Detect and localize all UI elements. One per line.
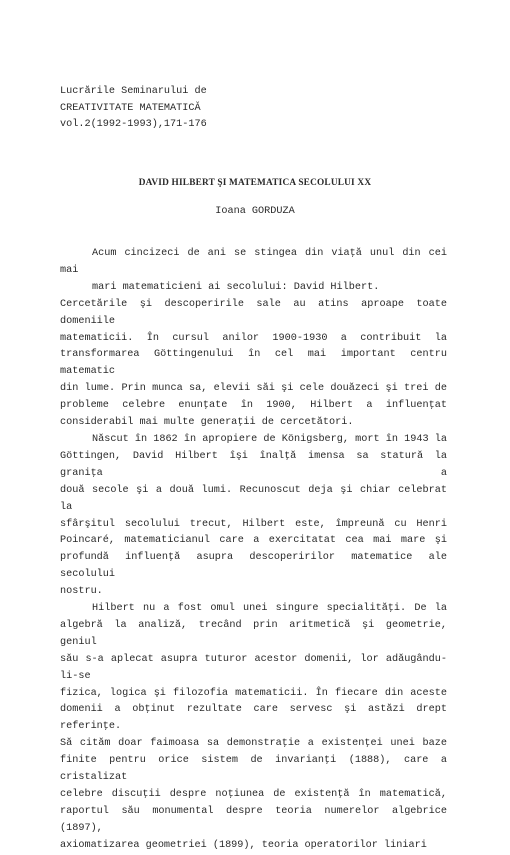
text-line: domenii a obţinut rezultate care servesc şi astăzi drept referinţe. bbox=[60, 704, 447, 733]
journal-name-line: Lucrările Seminarului de bbox=[60, 86, 207, 97]
paragraph-3-cont bbox=[60, 449, 447, 601]
text-line: sfârşitul secolului trecut, Hilbert este, împreună cu Henri bbox=[60, 518, 447, 530]
text-line: două secole şi a două lumi. Recunoscut deja şi chiar celebrat la bbox=[60, 484, 447, 513]
text-line: mari matematicieni ai secolului: David Hilbert. bbox=[92, 281, 380, 293]
journal-series-line: CREATIVITATE MATEMATICĂ bbox=[60, 102, 201, 114]
paragraph-2 bbox=[60, 297, 447, 432]
text-line: axiomatizarea geometriei (1899), teoria operatorilor liniari bbox=[60, 839, 427, 851]
text-line: nostru. bbox=[60, 586, 103, 598]
text-line: fizica, logica şi filozofia matematicii. În fiecare din aceste bbox=[60, 687, 447, 699]
text-line: său s-a aplecat asupra tuturor acestor domenii, lor adăugându-li-se bbox=[60, 653, 447, 682]
text-line: transformarea Göttingenului în cel mai important centru matematic bbox=[60, 349, 447, 378]
text-line: profundă influenţă asupra descoperirilor matematice ale secolului bbox=[60, 552, 447, 581]
text-line: considerabil mai multe generaţii de cercetători. bbox=[60, 417, 354, 429]
text-line: algebră la analiză, trecând prin aritmetică şi geometrie, geniul bbox=[60, 619, 447, 648]
article-title: DAVID HILBERT ŞI MATEMATICA SECOLULUI XX bbox=[138, 178, 372, 188]
text-line: probleme celebre enunţate în 1900, Hilbert a influenţat bbox=[60, 400, 447, 412]
text-line: Cercetările şi descoperirile sale au atins aproape toate domeniile bbox=[60, 298, 447, 327]
text-line: din lume. Prin munca sa, elevii săi şi cele douăzeci şi trei de bbox=[60, 383, 447, 395]
text-line: Poincaré, matematicianul care a exercitatat cea mai mare şi bbox=[60, 535, 447, 547]
article-author: Ioana GORDUZA bbox=[215, 206, 295, 217]
paragraph-3 bbox=[60, 432, 447, 449]
text-line: Hilbert nu a fost omul unei singure specialităţi. De la bbox=[92, 603, 447, 615]
text-line: Născut în 1862 în apropiere de Königsberg, mort în 1943 la bbox=[92, 433, 447, 445]
text-line: Göttingen, David Hilbert îşi înalţă imensa sa statură la graniţa a bbox=[60, 450, 447, 479]
journal-volume-line: vol.2(1992-1993),171-176 bbox=[60, 119, 207, 130]
journal-header bbox=[60, 84, 207, 134]
paragraph-4-cont bbox=[60, 618, 447, 855]
text-line: raportul său monumental despre teoria numerelor algebrice (1897), bbox=[60, 805, 447, 834]
text-line: finite pentru orice sistem de invarianţi (1888), care a cristalizat bbox=[60, 755, 447, 784]
text-line: matematicii. În cursul anilor 1900-1930 a contribuit la bbox=[60, 332, 447, 344]
text-line: celebre discuţii despre noţiunea de existenţă în matematică, bbox=[60, 789, 447, 800]
paragraph-1 bbox=[60, 246, 447, 297]
paragraph-4 bbox=[60, 601, 447, 618]
text-line: Să cităm doar faimoasa sa demonstraţie a existenţei unei baze bbox=[60, 738, 447, 750]
text-line: Acum cincizeci de ani se stingea din viaţă unul din cei mai bbox=[60, 248, 447, 276]
article-body bbox=[60, 246, 447, 855]
